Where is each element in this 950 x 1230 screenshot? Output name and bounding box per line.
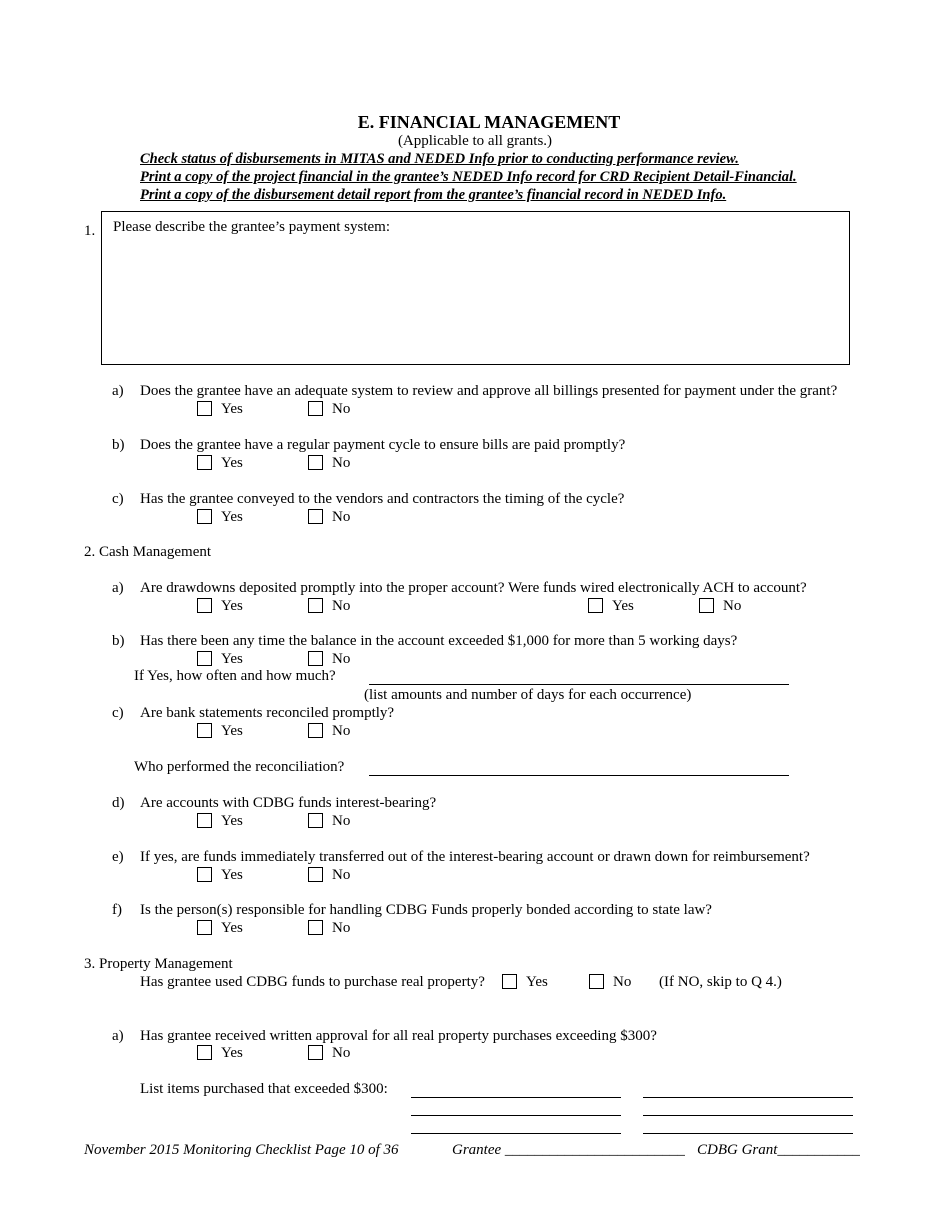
q2e-yes-checkbox[interactable] (197, 867, 212, 882)
q3-no-checkbox[interactable] (589, 974, 604, 989)
q2b-letter: b) (112, 633, 125, 649)
q2c-yes-label: Yes (221, 723, 243, 739)
item-line-5[interactable] (411, 1133, 621, 1134)
q2f-yes-label: Yes (221, 920, 243, 936)
q2a-deposit-yes-checkbox[interactable] (197, 598, 212, 613)
q3-yes-checkbox[interactable] (502, 974, 517, 989)
q2a-ach-no-label: No (723, 598, 742, 614)
q3-no-label: No (613, 974, 632, 990)
q1-number: 1. (84, 223, 96, 239)
q2f-no-label: No (332, 920, 351, 936)
q1c-yes-label: Yes (221, 509, 243, 525)
q2d-no-checkbox[interactable] (308, 813, 323, 828)
q2b-followup-label: If Yes, how often and how much? (134, 668, 336, 684)
q1b-no-label: No (332, 455, 351, 471)
q2b-yes-checkbox[interactable] (197, 651, 212, 666)
q2f-no-checkbox[interactable] (308, 920, 323, 935)
q2b-occurrence-line[interactable] (369, 684, 789, 685)
q1b-yes-label: Yes (221, 455, 243, 471)
item-line-3[interactable] (411, 1115, 621, 1116)
q1a-yes-label: Yes (221, 401, 243, 417)
q2a-ach-no-checkbox[interactable] (699, 598, 714, 613)
q2a-text: Are drawdowns deposited promptly into the proper account? Were funds wired electronically ACH to account? (140, 580, 807, 596)
q2b-no-label: No (332, 651, 351, 667)
q2a-letter: a) (112, 580, 124, 596)
q2a-deposit-no-checkbox[interactable] (308, 598, 323, 613)
instruction-1: Check status of disbursements in MITAS and NEDED Info prior to conducting performance review. (140, 151, 739, 167)
q3-heading: 3. Property Management (84, 956, 233, 972)
page-title: E. FINANCIAL MANAGEMENT (357, 112, 621, 132)
q2f-yes-checkbox[interactable] (197, 920, 212, 935)
footer-grantee: Grantee ________________________ (452, 1142, 685, 1158)
q3-yes-label: Yes (526, 974, 548, 990)
item-line-1[interactable] (411, 1097, 621, 1098)
q3a-text: Has grantee received written approval for all real property purchases exceeding $300? (140, 1028, 657, 1044)
q3a-list-label: List items purchased that exceeded $300: (140, 1081, 388, 1097)
q2b-text: Has there been any time the balance in the account exceeded $1,000 for more than 5 working days? (140, 633, 738, 649)
q1a-yes-checkbox[interactable] (197, 401, 212, 416)
q1c-yes-checkbox[interactable] (197, 509, 212, 524)
q2e-no-label: No (332, 867, 351, 883)
q2b-no-checkbox[interactable] (308, 651, 323, 666)
footer-grant: CDBG Grant___________ (697, 1142, 860, 1158)
instruction-3: Print a copy of the disbursement detail report from the grantee’s financial record in NEDED Info. (140, 187, 727, 203)
instruction-2: Print a copy of the project financial in the grantee’s NEDED Info record for CRD Recipient Detail-Financial. (140, 169, 797, 185)
q2d-no-label: No (332, 813, 351, 829)
q1b-letter: b) (112, 437, 125, 453)
q2c-no-label: No (332, 723, 351, 739)
item-line-4[interactable] (643, 1115, 853, 1116)
q1-prompt: Please describe the grantee’s payment system: (113, 219, 390, 235)
q1b-text: Does the grantee have a regular payment cycle to ensure bills are paid promptly? (140, 437, 626, 453)
q3a-yes-label: Yes (221, 1045, 243, 1061)
q2c-no-checkbox[interactable] (308, 723, 323, 738)
q2-heading: 2. Cash Management (84, 544, 212, 560)
q3a-yes-checkbox[interactable] (197, 1045, 212, 1060)
q2a-ach-yes-label: Yes (612, 598, 634, 614)
q1c-no-label: No (332, 509, 351, 525)
q3a-no-checkbox[interactable] (308, 1045, 323, 1060)
item-line-6[interactable] (643, 1133, 853, 1134)
q1a-no-checkbox[interactable] (308, 401, 323, 416)
footer-text: November 2015 Monitoring Checklist Page 10 of 36 (84, 1142, 399, 1158)
q2e-yes-label: Yes (221, 867, 243, 883)
q2c-reconciler-line[interactable] (369, 775, 789, 776)
q3-question: Has grantee used CDBG funds to purchase real property? (140, 974, 485, 990)
q2a-ach-yes-checkbox[interactable] (588, 598, 603, 613)
page-subtitle: (Applicable to all grants.) (397, 133, 553, 149)
item-line-2[interactable] (643, 1097, 853, 1098)
q1a-letter: a) (112, 383, 124, 399)
q1c-no-checkbox[interactable] (308, 509, 323, 524)
q2d-yes-checkbox[interactable] (197, 813, 212, 828)
q2b-yes-label: Yes (221, 651, 243, 667)
q2c-yes-checkbox[interactable] (197, 723, 212, 738)
q1b-yes-checkbox[interactable] (197, 455, 212, 470)
q2d-text: Are accounts with CDBG funds interest-bearing? (140, 795, 437, 811)
q3-skip-note: (If NO, skip to Q 4.) (659, 974, 782, 990)
q2a-deposit-no-label: No (332, 598, 351, 614)
q3a-letter: a) (112, 1028, 124, 1044)
q1c-text: Has the grantee conveyed to the vendors and contractors the timing of the cycle? (140, 491, 625, 507)
q2b-occurrence-hint: (list amounts and number of days for each occurrence) (364, 687, 692, 703)
q2c-followup-label: Who performed the reconciliation? (134, 759, 345, 775)
q2d-letter: d) (112, 795, 125, 811)
q2e-no-checkbox[interactable] (308, 867, 323, 882)
q2c-text: Are bank statements reconciled promptly? (140, 705, 395, 721)
q1a-no-label: No (332, 401, 351, 417)
q1a-text: Does the grantee have an adequate system to review and approve all billings presented for payment under the grant? (140, 383, 838, 399)
q1c-letter: c) (112, 491, 124, 507)
q2e-text: If yes, are funds immediately transferred out of the interest-bearing account or drawn down for reimbursement? (140, 849, 810, 865)
q1b-no-checkbox[interactable] (308, 455, 323, 470)
q2e-letter: e) (112, 849, 124, 865)
q2f-text: Is the person(s) responsible for handling CDBG Funds properly bonded according to state law? (140, 902, 712, 918)
q2f-letter: f) (112, 902, 122, 918)
q2a-deposit-yes-label: Yes (221, 598, 243, 614)
q3a-no-label: No (332, 1045, 351, 1061)
q2d-yes-label: Yes (221, 813, 243, 829)
q2c-letter: c) (112, 705, 124, 721)
